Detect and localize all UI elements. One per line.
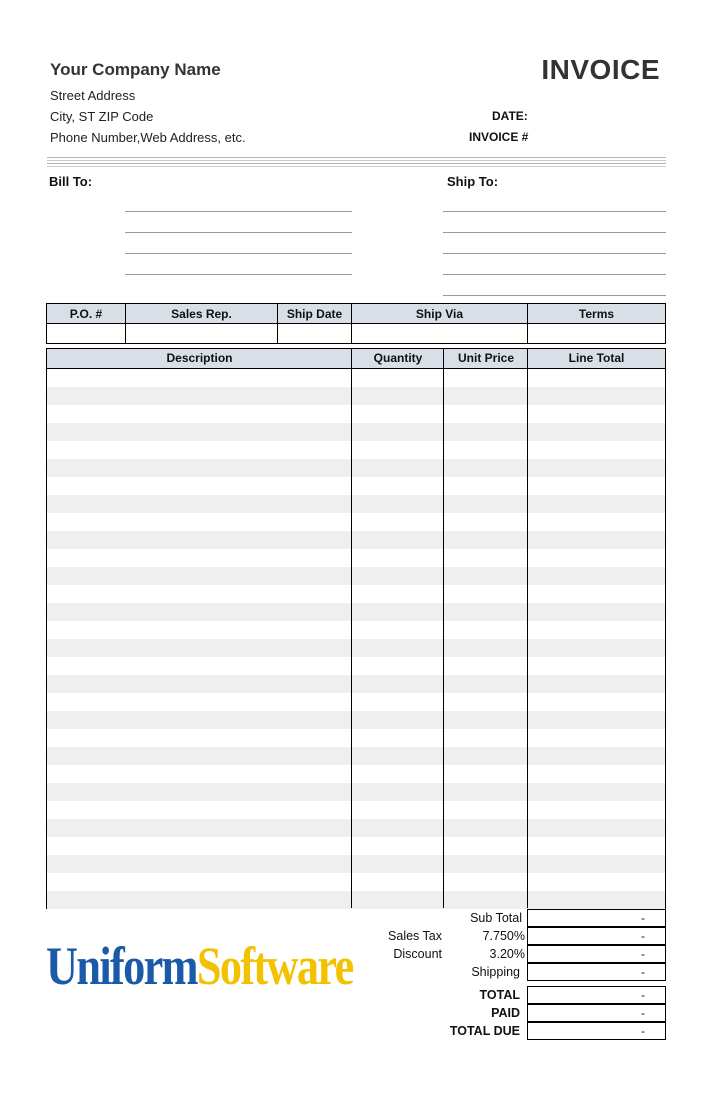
ship-via-cell[interactable] [352,324,528,344]
company-name: Your Company Name [50,60,221,79]
ship-via-header: Ship Via [352,304,528,324]
street-address: Street Address [50,88,136,103]
separator-line [47,163,666,164]
logo-part-uniform: Uniform [46,936,197,996]
address-line[interactable] [443,211,666,212]
table-row[interactable] [47,801,665,819]
address-line[interactable] [125,232,352,233]
paid-value[interactable]: - [527,1004,666,1022]
table-row[interactable] [47,783,665,801]
invoice-title: INVOICE [541,54,660,85]
contact-info: Phone Number,Web Address, etc. [50,130,246,145]
column-divider [351,349,352,908]
total-due-value: - [527,1022,666,1040]
shipping-label: Shipping [471,965,520,979]
address-line[interactable] [443,253,666,254]
uniformsoftware-logo [46,935,353,997]
separator-line [47,166,666,167]
line-items-header [47,349,665,369]
subtotal-value: - [527,909,666,927]
table-row[interactable] [47,693,665,711]
terms-header: Terms [528,304,666,324]
table-row[interactable] [47,459,665,477]
sales-tax-rate[interactable]: 7.750% [482,929,525,943]
table-row[interactable] [47,585,665,603]
discount-rate[interactable]: 3.20% [489,947,525,961]
sales-tax-value: - [527,927,666,945]
total-due-label: TOTAL DUE [449,1024,520,1038]
address-line[interactable] [125,211,352,212]
table-row[interactable] [47,675,665,693]
table-row[interactable] [47,531,665,549]
table-row[interactable] [47,873,665,891]
table-row[interactable] [47,621,665,639]
bill-to-label: Bill To: [49,174,93,189]
discount-label: Discount [393,947,442,961]
description-header: Description [166,351,233,365]
address-line[interactable] [443,295,666,296]
quantity-header: Quantity [373,351,423,365]
table-row[interactable] [47,549,665,567]
table-row[interactable] [47,387,665,405]
order-info-table [46,303,666,344]
table-row[interactable] [47,729,665,747]
separator-line [47,157,666,158]
po-number-cell[interactable] [47,324,126,344]
table-row[interactable] [47,441,665,459]
discount-value: - [527,945,666,963]
line-total-header: Line Total [568,351,625,365]
table-row[interactable] [47,639,665,657]
ship-date-cell[interactable] [278,324,352,344]
table-row[interactable] [47,711,665,729]
terms-cell[interactable] [528,324,666,344]
total-label: TOTAL [479,988,520,1002]
table-row[interactable] [47,855,665,873]
address-line[interactable] [125,253,352,254]
table-row[interactable] [47,837,665,855]
subtotal-label: Sub Total [470,911,522,925]
ship-to-label: Ship To: [447,174,499,189]
table-row[interactable] [47,567,665,585]
table-row[interactable] [47,513,665,531]
column-divider [527,349,528,908]
table-row[interactable] [47,405,665,423]
unit-price-header: Unit Price [457,351,514,365]
table-row[interactable] [47,603,665,621]
ship-date-header: Ship Date [278,304,352,324]
address-line[interactable] [443,232,666,233]
table-row[interactable] [47,495,665,513]
logo-part-software: Software [196,936,353,996]
sales-rep-header: Sales Rep. [126,304,278,324]
shipping-value[interactable]: - [527,963,666,981]
po-number-header: P.O. # [47,304,126,324]
table-row[interactable] [47,765,665,783]
column-divider [443,349,444,908]
paid-label: PAID [491,1006,520,1020]
sales-tax-label: Sales Tax [388,929,442,943]
table-row[interactable] [47,819,665,837]
address-line[interactable] [125,274,352,275]
separator-line [47,160,666,161]
date-label: DATE: [492,109,528,123]
table-row[interactable] [47,369,665,387]
table-row[interactable] [47,423,665,441]
address-line[interactable] [443,274,666,275]
table-row[interactable] [47,477,665,495]
total-value: - [527,986,666,1004]
city-state-zip: City, ST ZIP Code [50,109,154,124]
sales-rep-cell[interactable] [126,324,278,344]
invoice-number-label: INVOICE # [469,130,529,144]
table-row[interactable] [47,657,665,675]
table-row[interactable] [47,747,665,765]
table-row[interactable] [47,891,665,909]
